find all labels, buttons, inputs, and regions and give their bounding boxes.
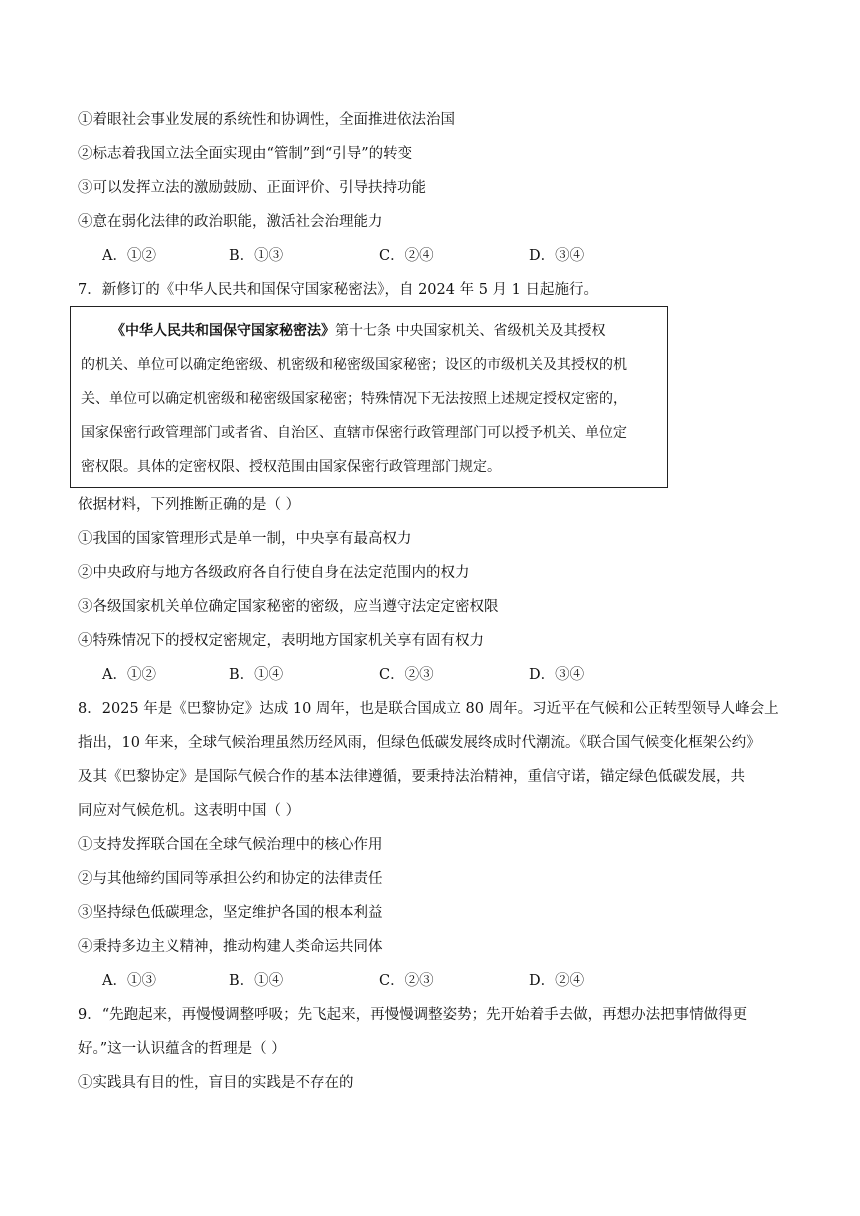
q6-choice-a[interactable]: A．①② [102,248,156,264]
q7-option-1: ①我国的国家管理形式是单一制，中央享有最高权力 [78,531,412,547]
q7-option-4: ④特殊情况下的授权定密规定，表明地方国家机关享有固有权力 [78,633,484,649]
q8-choice-c[interactable]: C．②③ [379,973,434,989]
q6-option-3: ③可以发挥立法的激励鼓励、正面评价、引导扶持功能 [78,180,426,196]
q6-option-4: ④意在弱化法律的政治职能，激活社会治理能力 [78,214,383,230]
q8-option-4: ④秉持多边主义精神，推动构建人类命运共同体 [78,939,383,955]
q6-option-2: ②标志着我国立法全面实现由“管制”到“引导”的转变 [78,146,413,162]
q8-choice-d[interactable]: D．②④ [529,973,585,989]
q7-choice-a[interactable]: A．①② [102,667,156,683]
q7-material-line-1 [111,321,605,341]
q9-stem-line-1: 9．“先跑起来，再慢慢调整呼吸；先飞起来，再慢慢调整姿势；先开始着手去做，再想办法把事情做得更 [78,1007,748,1023]
q8-stem-line-2: 指出，10 年来，全球气候治理虽然历经风雨，但绿色低碳发展终成时代潮流。《联合国气候变化框架公约》 [78,735,761,751]
q6-choices [102,246,622,266]
q7-material-line-4: 国家保密行政管理部门或者省、自治区、直辖市保密行政管理部门可以授予机关、单位定 [81,425,627,441]
q8-choice-b[interactable]: B．①④ [229,973,284,989]
q6-choice-b[interactable]: B．①③ [229,248,284,264]
q7-material-title: 《中华人民共和国保守国家秘密法》 [111,323,335,339]
q7-option-2: ②中央政府与地方各级政府各自行使自身在法定范围内的权力 [78,565,470,581]
q7-question: 依据材料，下列推断正确的是（ ） [78,497,301,513]
q7-option-3: ③各级国家机关单位确定国家秘密的密级，应当遵守法定定密权限 [78,599,499,615]
q7-material-line-2: 的机关、单位可以确定绝密级、机密级和秘密级国家秘密；设区的市级机关及其授权的机 [81,357,627,373]
q7-material-line-3: 关、单位可以确定机密级和秘密级国家秘密；特殊情况下无法按照上述规定授权定密的， [81,391,627,407]
q8-stem-line-1: 8．2025 年是《巴黎协定》达成 10 周年，也是联合国成立 80 周年。习近平在气候和公正转型领导人峰会上 [78,701,779,717]
q7-choice-b[interactable]: B．①④ [229,667,284,683]
q8-option-3: ③坚持绿色低碳理念，坚定维护各国的根本利益 [78,905,383,921]
q8-stem-line-4: 同应对气候危机。这表明中国（ ） [78,803,301,819]
q8-choices [102,971,622,991]
q7-material-text-1: 第十七条 中央国家机关、省级机关及其授权 [335,323,606,339]
q7-material-line-5: 密权限。具体的定密权限、授权范围由国家保密行政管理部门规定。 [81,459,501,475]
q8-option-2: ②与其他缔约国同等承担公约和协定的法律责任 [78,871,383,887]
q9-stem-line-2: 好。”这一认识蕴含的哲理是（ ） [78,1041,286,1057]
q6-choice-d[interactable]: D．③④ [529,248,585,264]
q7-material-box [70,306,668,488]
q7-choice-d[interactable]: D．③④ [529,667,585,683]
q7-choice-c[interactable]: C．②③ [379,667,434,683]
q8-choice-a[interactable]: A．①③ [102,973,156,989]
q7-choices [102,665,622,685]
q6-choice-c[interactable]: C．②④ [379,248,434,264]
q8-option-1: ①支持发挥联合国在全球气候治理中的核心作用 [78,837,383,853]
q8-stem-line-3: 及其《巴黎协定》是国际气候合作的基本法律遵循，要秉持法治精神，重信守诺，锚定绿色低碳发展，共 [78,769,745,785]
q9-option-1: ①实践具有目的性，盲目的实践是不存在的 [78,1075,354,1091]
q7-stem: 7．新修订的《中华人民共和国保守国家秘密法》，自 2024 年 5 月 1 日起施行。 [78,282,598,298]
q6-option-1: ①着眼社会事业发展的系统性和协调性，全面推进依法治国 [78,112,455,128]
